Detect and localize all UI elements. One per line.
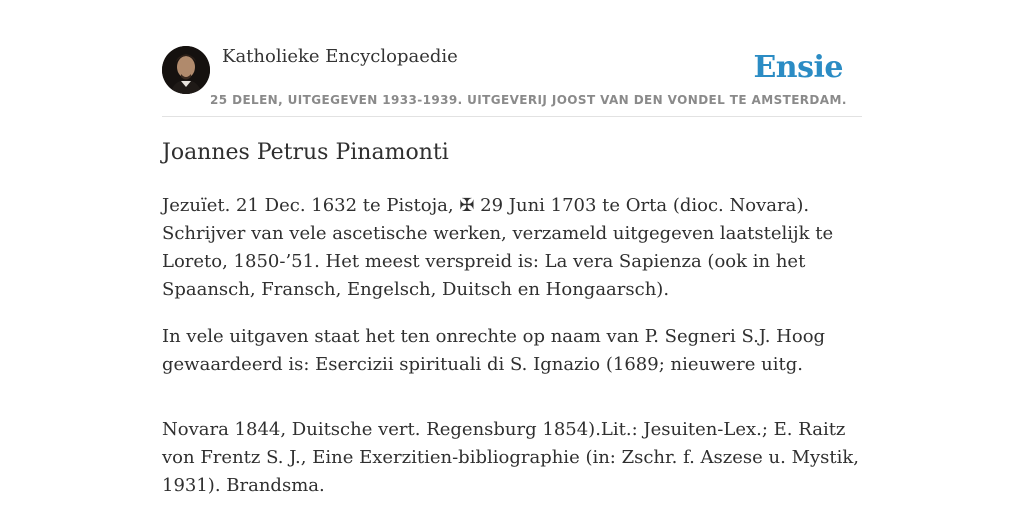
source-avatar[interactable] [162, 46, 210, 94]
source-meta: 25 DELEN, UITGEGEVEN 1933-1939. UITGEVERIJ JOOST VAN DEN VONDEL TE AMSTERDAM. [210, 93, 847, 107]
ensie-logo[interactable]: Ensie [753, 50, 843, 85]
article-body [162, 192, 862, 519]
page-container [162, 0, 862, 496]
article-title: Joannes Petrus Pinamonti [162, 140, 449, 165]
article-paragraph: Jezuïet. 21 Dec. 1632 te Pistoja, ✠ 29 Juni 1703 te Orta (dioc. Novara). Schrijver van vele ascetische werken, verzameld uitgegeven laatstelijk te Loreto, 1850-’51. Het meest verspreid is: La vera Sapienza (ook in het Spaansch, Fransch, Engelsch, Duitsch en Hongaarsch). [162, 195, 834, 300]
portrait-icon [162, 46, 210, 94]
article-paragraph: In vele uitgaven staat het ten onrechte op naam van P. Segneri S.J. Hoog gewaardeerd is: Esercizii spirituali di S. Ignazio (1689; nieuwere uitg. [162, 326, 826, 375]
source-header [162, 0, 862, 117]
source-title[interactable]: Katholieke Encyclopaedie [222, 46, 458, 67]
article-paragraph: Novara 1844, Duitsche vert. Regensburg 1854).Lit.: Jesuiten-Lex.; E. Raitz von Frentz S. J., Eine Exerzitien-bibliographie (in: Zschr. f. Aszese u. Mystik, 1931). Brandsma. [162, 419, 860, 496]
